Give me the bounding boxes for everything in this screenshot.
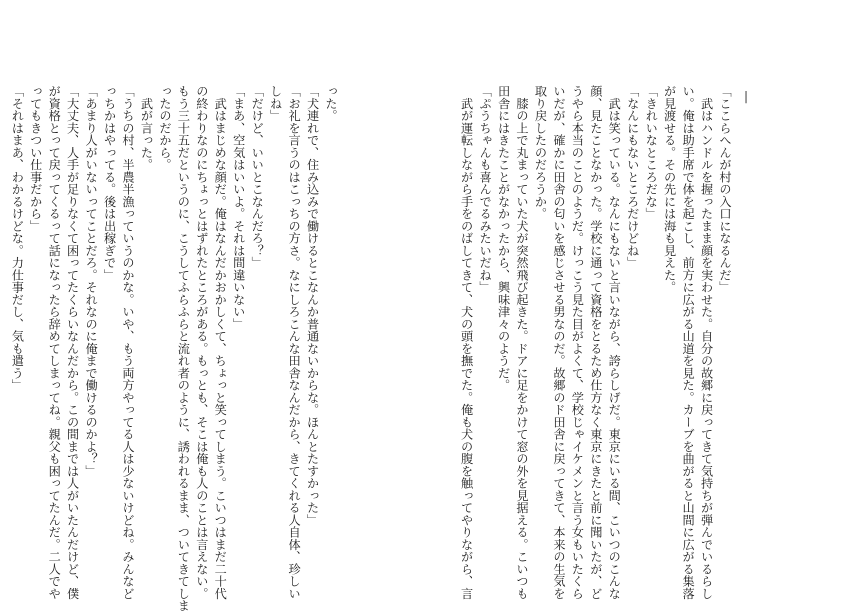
text-line: が見渡せる。その先には海も見えた。: [662, 85, 677, 294]
text-line: 武が運転しながら手をのばしてきて、犬の頭を撫でた。俺も犬の腹を触ってやりながら、言: [459, 85, 474, 600]
text-line: ったのだから。: [157, 85, 172, 171]
text-line: 「だけど、いいとこなんだろ？」: [250, 85, 265, 269]
right-page-text: [459, 85, 734, 600]
text-line: 「それはまあ、わかるけどな。力仕事だし、気も遣う」: [10, 85, 25, 392]
text-line: った。: [324, 85, 338, 122]
text-line: 武が言った。: [139, 85, 154, 171]
text-line: もう三十五だというのに、こうしてふらふらと流れ者のように、誘われるまま、ついてきてしま: [176, 85, 191, 612]
text-line: 「ぷうちゃんも喜んでるみたいだね」: [478, 85, 493, 294]
text-line: うやら本当のことのようだ。けっこう見た目がよくて、学校じゃイケメンと言う女もいたくら: [570, 85, 585, 600]
text-line: 膝の上で丸まっていた犬が突然飛び起きた。ドアに足をかけて窓の外を見据える。こいつも: [515, 85, 530, 600]
page-marker: |: [744, 89, 749, 103]
text-line: 「うちの村、半農半漁っていうのかな。いや、もう両方やってる人は少ないけどね。みんなど: [121, 85, 136, 600]
text-line: 「お礼を言うのはこっちの方さ。なにしろこんな田舎なんだから、きてくれる人自体、珍しい: [287, 85, 302, 600]
text-line: い。俺は助手席で体を起こし、前方に広がる山道を見た。カーブを曲がると山間に広がる集落: [681, 85, 696, 600]
text-line: 田舎にはきたことがなかったから、興味津々のようだ。: [496, 85, 511, 392]
text-line: っちかはやってる。後は出稼ぎで」: [102, 85, 117, 281]
text-line: 「なんにもないところだけどね」: [625, 85, 640, 269]
text-line: 「あまり人がいないってことだろ。それなのに俺まで働けるのかよ？」: [84, 85, 99, 477]
text-line: の終わりなのにちょっとはずれたところがある。もっとも、そこは俺も人のことは言えない。: [194, 85, 209, 600]
text-line: 「きれいなところだな」: [644, 85, 659, 220]
text-line: 「大丈夫、人手が足りなくて困ってたくらいなんだから。この間までは人がいたんだけど、僕: [65, 85, 80, 600]
text-line: 「まあ、空気はいいよ。それは間違いない」: [231, 85, 246, 330]
text-line: いだが、確かに田舎の匂いを感じさせる男なのだ。故郷のド田舎に戻ってきて、本来の生気を: [551, 85, 566, 600]
text-line: 顔、見たことなかった。学校に通って資格をとるため仕方なく東京にきたと前に聞いたが、ど: [588, 85, 603, 600]
text-line: 「ここらへんが村の入口になるんだ」: [718, 85, 732, 294]
text-line: 取り戻したのだろうか。: [533, 85, 548, 220]
text-line: 「犬連れで、住み込みで働けるとこなんか普通ないからな。ほんとたすかった」: [305, 85, 320, 526]
text-line: が資格とって戻ってくるって話になったら辞めてしまってね。親父も困ってたんだ。二人でや: [47, 85, 62, 600]
text-line: しね」: [268, 85, 283, 122]
text-line: 武はハンドルを握ったまま顔を実わせた。自分の故郷に戻ってきて気持ちが弾んでいるらし: [699, 85, 714, 600]
text-line: 武はまじめな顔だ。俺はなんだかおかしくて、ちょっと笑ってしまう。こいつはまだ二十代: [213, 85, 228, 600]
text-line: 武は笑っている。なんにもないと言いながら、誇らしげだ。東京にいる間、こいつのこんな: [607, 85, 622, 600]
text-line: ってもきつい仕事だから」: [28, 85, 43, 232]
left-page-text: [10, 85, 340, 612]
